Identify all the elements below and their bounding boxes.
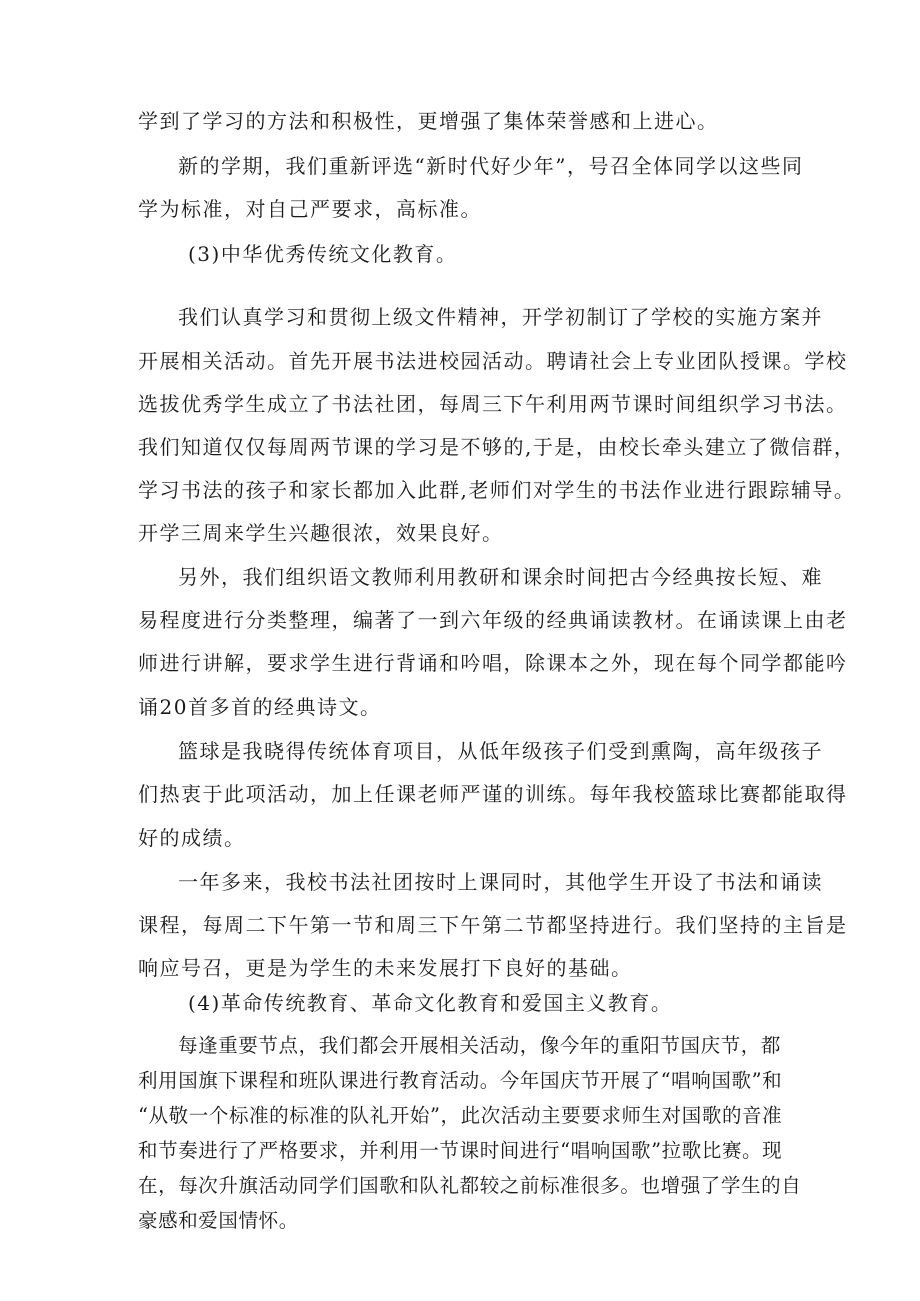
paragraph-7-line-4: 和节奏进行了严格要求，并利用一节课时间进行“唱响国歌”拉歌比赛。现 [138, 1139, 783, 1162]
paragraph-7-line-5: 在，每次升旗活动同学们国歌和队礼都较之前标准很多。也增强了学生的自 [138, 1174, 802, 1197]
paragraph-4-line-1: 另外，我们组织语文教师利用教研和课余时间把古今经典按长短、难 [178, 565, 823, 589]
paragraph-3-line-6: 开学三周来学生兴趣很浓，效果良好。 [138, 521, 504, 545]
paragraph-7-line-1: 每逢重要节点，我们都会开展相关活动，像今年的重阳节国庆节，都 [178, 1034, 782, 1057]
paragraph-6-line-2: 课程，每周二下午第一节和周三下午第二节都坚持进行。我们坚持的主旨是 [138, 913, 848, 937]
paragraph-7-line-3: “从敬一个标准的标准的队礼开始”，此次活动主要要求师生对国歌的音准 [138, 1104, 783, 1127]
paragraph-2-line-1: 新的学期，我们重新评选“新时代好少年”，号召全体同学以这些同 [178, 154, 804, 178]
paragraph-4-line-2: 易程度进行分类整理，编著了一到六年级的经典诵读教材。在诵读课上由老 [138, 608, 848, 632]
paragraph-3-line-3: 选拔优秀学生成立了书法社团，每周三下午利用两节课时间组织学习书法。 [138, 392, 848, 416]
paragraph-6-line-3: 响应号召，更是为学生的未来发展打下良好的基础。 [138, 956, 633, 980]
paragraph-5-line-1: 篮球是我晓得传统体育项目，从低年级孩子们受到熏陶，高年级孩子 [178, 739, 823, 763]
section-heading-4: (4)革命传统教育、革命文化教育和爱国主义教育。 [188, 991, 673, 1015]
paragraph-4-line-3: 师进行讲解，要求学生进行背诵和吟唱，除课本之外，现在每个同学都能吟 [138, 651, 848, 675]
paragraph-5-line-2: 们热衷于此项活动，加上任课老师严谨的训练。每年我校篮球比赛都能取得 [138, 782, 848, 806]
paragraph-6-line-1: 一年多来，我校书法社团按时上课同时，其他学生开设了书法和诵读 [178, 870, 823, 894]
paragraph-3-line-4: 我们知道仅仅每周两节课的学习是不够的,于是，由校长牵头建立了微信群， [138, 435, 856, 459]
paragraph-3-line-5: 学习书法的孩子和家长都加入此群,老师们对学生的书法作业进行跟踪辅导。 [138, 478, 856, 502]
paragraph-1-line-1: 学到了学习的方法和积极性，更增强了集体荣誉感和上进心。 [138, 109, 719, 133]
paragraph-5-line-3: 好的成绩。 [138, 826, 246, 850]
paragraph-4-line-4: 诵20首多首的经典诗文。 [138, 695, 382, 719]
paragraph-2-line-2: 学为标准，对自己严要求，高标准。 [138, 197, 482, 221]
paragraph-3-line-2: 开展相关活动。首先开展书法进校园活动。聘请社会上专业团队授课。学校 [138, 349, 848, 373]
paragraph-3-line-1: 我们认真学习和贯彻上级文件精神，开学初制订了学校的实施方案并 [178, 305, 823, 329]
paragraph-7-line-2: 利用国旗下课程和班队课进行教育活动。今年国庆节开展了“唱响国歌”和 [138, 1069, 783, 1092]
paragraph-7-line-6: 豪感和爱国情怀。 [138, 1209, 299, 1232]
section-heading-3: (3)中华优秀传统文化教育。 [188, 242, 458, 266]
